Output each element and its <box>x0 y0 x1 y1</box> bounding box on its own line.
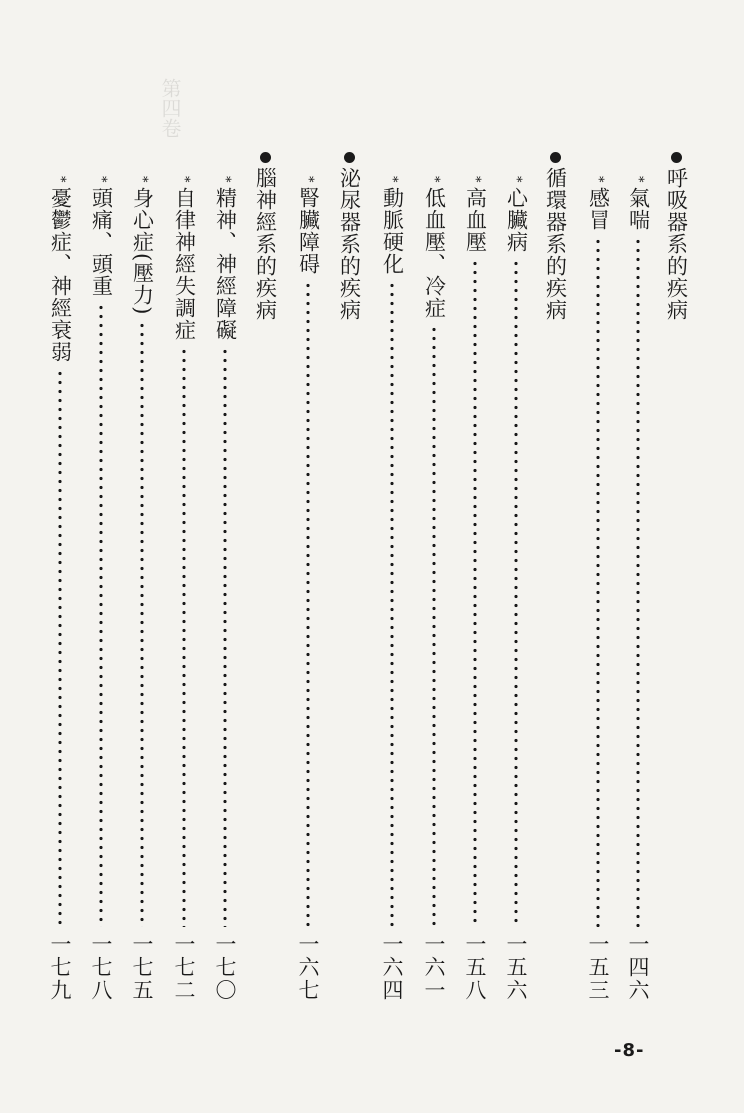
bullet-dot-icon <box>344 152 355 163</box>
toc-entry-title: 精神、神經障礙 <box>213 186 238 341</box>
toc-label <box>588 176 609 231</box>
bullet-dot-icon <box>260 152 271 163</box>
toc-label <box>215 176 236 341</box>
toc-label <box>545 152 566 321</box>
toc-entry-title: 頭痛、頭重 <box>89 186 114 297</box>
toc-entry-headache <box>87 176 115 1026</box>
page-folio: -8- <box>614 1040 645 1061</box>
toc-page-number: 一四六 <box>626 933 651 1002</box>
dot-leader <box>514 259 518 928</box>
toc-entry-autonomic <box>170 176 198 1026</box>
toc-entry-title: 低血壓、冷症 <box>422 186 447 319</box>
asterisk-icon: * <box>217 176 233 184</box>
toc-entry-title: 心臟病 <box>504 186 529 253</box>
toc-section-urinary <box>335 152 363 1002</box>
toc-label <box>255 152 276 321</box>
asterisk-icon: * <box>467 176 483 184</box>
toc-entry-title: 自律神經失調症 <box>172 186 197 341</box>
asterisk-icon: * <box>508 176 524 184</box>
bullet-dot-icon <box>550 152 561 163</box>
toc-entry-title: 動脈硬化 <box>380 186 405 275</box>
toc-entry-arteriosclerosis <box>378 176 406 1026</box>
asterisk-icon: * <box>52 176 68 184</box>
dot-leader <box>182 347 186 928</box>
toc-entry-title: 身心症(壓力) <box>130 186 155 315</box>
toc-page-number: 一七二 <box>172 933 197 1002</box>
asterisk-icon: * <box>630 176 646 184</box>
toc-page-number: 一七八 <box>89 933 114 1002</box>
toc-page-number: 一六一 <box>422 933 447 1002</box>
toc-label <box>628 176 649 231</box>
toc-section-cranial-nerve <box>251 152 279 1002</box>
toc-entry-title: 氣喘 <box>626 186 651 231</box>
dot-leader <box>636 237 640 928</box>
asterisk-icon: * <box>93 176 109 184</box>
dot-leader <box>596 237 600 928</box>
toc-page-number: 一七〇 <box>213 933 238 1002</box>
toc-entry-title: 高血壓 <box>463 186 488 253</box>
toc-entry-asthma <box>624 176 652 1026</box>
toc-section-circulatory <box>541 152 569 1002</box>
toc-label <box>424 176 445 319</box>
asterisk-icon: * <box>300 176 316 184</box>
dot-leader <box>432 325 436 928</box>
asterisk-icon: * <box>134 176 150 184</box>
asterisk-icon: * <box>590 176 606 184</box>
dot-leader <box>473 259 477 928</box>
toc-entry-psychosomatic <box>128 176 156 1026</box>
toc-label <box>339 152 360 321</box>
dot-leader <box>223 347 227 928</box>
toc-label <box>174 176 195 341</box>
toc-page-number: 一六四 <box>380 933 405 1002</box>
bleed-through-mark: 第四卷 <box>158 78 182 138</box>
toc-section-respiratory <box>662 152 690 1002</box>
toc-label <box>132 176 153 315</box>
asterisk-icon: * <box>384 176 400 184</box>
toc-label <box>506 176 527 253</box>
asterisk-icon: * <box>426 176 442 184</box>
dot-leader <box>99 303 103 928</box>
toc-label <box>50 176 71 363</box>
toc-label <box>382 176 403 275</box>
dot-leader <box>140 321 144 927</box>
toc-entry-cold <box>584 176 612 1026</box>
asterisk-icon: * <box>176 176 192 184</box>
toc-page-number: 一五六 <box>504 933 529 1002</box>
toc-section-title: 循環器系的疾病 <box>543 167 568 321</box>
toc-page-number: 一五三 <box>586 933 611 1002</box>
toc-entry-depression <box>46 176 74 1026</box>
toc-section-title: 腦神經系的疾病 <box>253 167 278 321</box>
bullet-dot-icon <box>671 152 682 163</box>
toc-label <box>465 176 486 253</box>
toc-page-number: 一六七 <box>296 933 321 1002</box>
toc-entry-hypotension <box>420 176 448 1026</box>
toc-label <box>666 152 687 321</box>
toc-entry-kidney <box>294 176 322 1026</box>
toc-entry-mental-disorder <box>211 176 239 1026</box>
toc-section-title: 呼吸器系的疾病 <box>664 167 689 321</box>
toc-entry-title: 腎臟障碍 <box>296 186 321 275</box>
dot-leader <box>58 369 62 928</box>
toc-entry-title: 憂鬱症、神經衰弱 <box>48 186 73 363</box>
toc-label <box>298 176 319 275</box>
toc-page-number: 一七九 <box>48 933 73 1002</box>
toc-page-number: 一五八 <box>463 933 488 1002</box>
dot-leader <box>306 281 310 928</box>
toc-label <box>91 176 112 297</box>
toc-page-number: 一七五 <box>130 933 155 1002</box>
toc-section-title: 泌尿器系的疾病 <box>337 167 362 321</box>
toc-entry-title: 感冒 <box>586 186 611 231</box>
toc-entry-heart-disease <box>502 176 530 1026</box>
toc-entry-hypertension <box>461 176 489 1026</box>
dot-leader <box>390 281 394 928</box>
